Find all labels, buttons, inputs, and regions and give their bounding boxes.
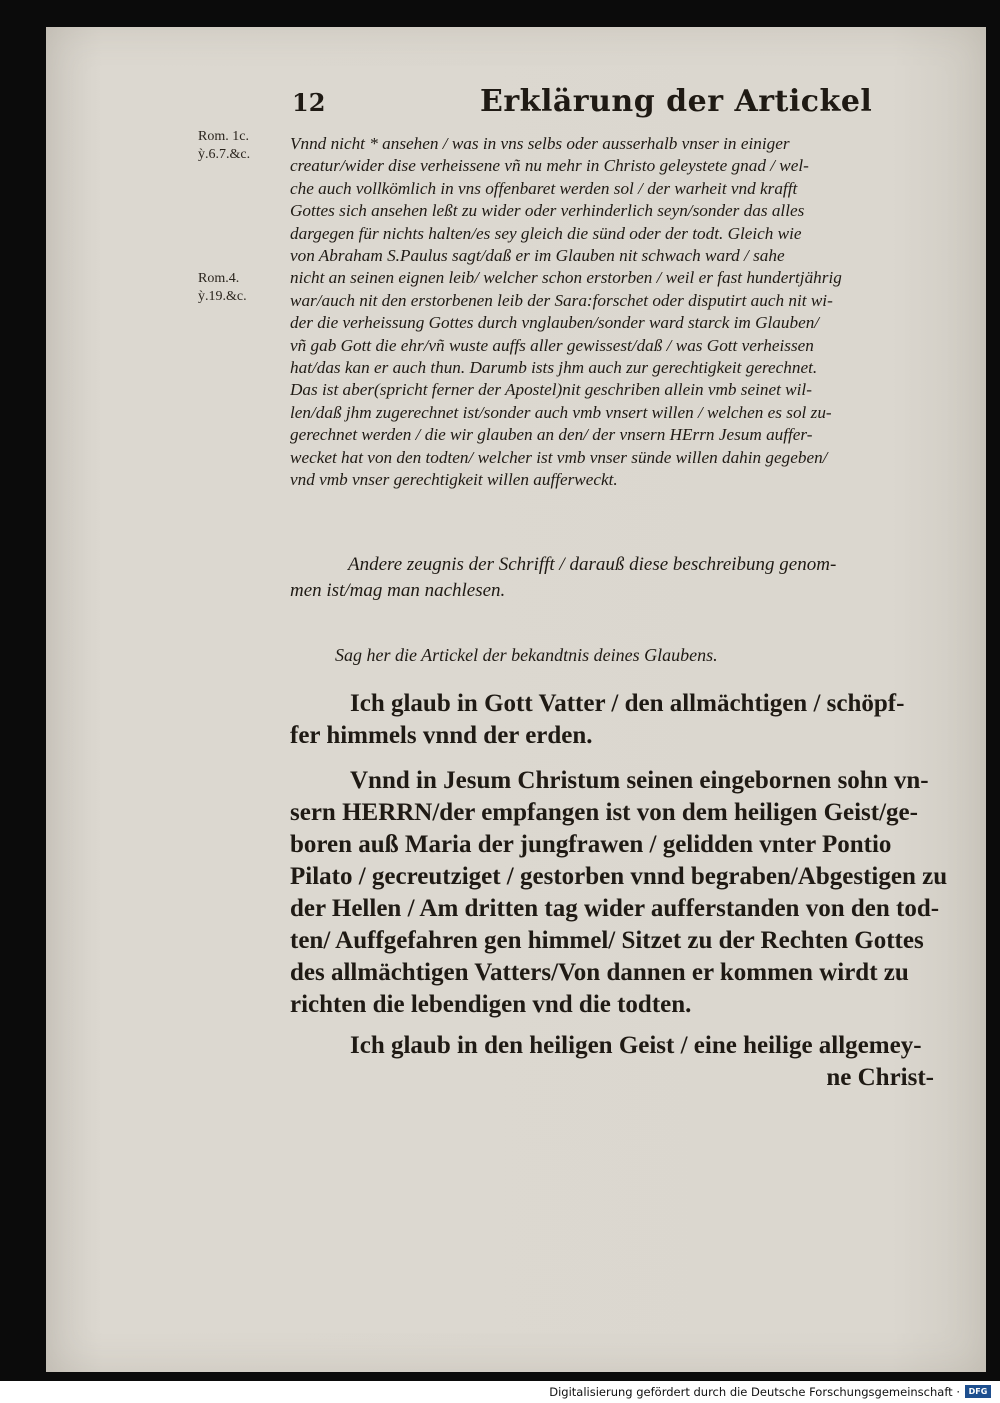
running-title: Erklärung der Artickel [480, 84, 873, 119]
text-line: gerechnet werden / die wir glauben an den/ der vnsern HErrn Jesum auffer- [290, 425, 813, 445]
paragraph-further-testimony [290, 552, 962, 604]
creed-article-3 [290, 1030, 962, 1094]
text-line: fer himmels vnnd der erden. [290, 722, 593, 749]
text-line: nicht an seinen eignen leib/ welcher schon erstorben / weil er fast hundertjährig [290, 268, 842, 288]
text-line: Das ist aber(spricht ferner der Apostel)nit geschriben allein vmb seinet wil- [290, 380, 812, 400]
text-line: boren auß Maria der jungfrawen / gelidden vnter Pontio [290, 831, 892, 858]
text-line: vnd vmb vnser gerechtigkeit willen aufferweckt. [290, 470, 618, 490]
text-line: Andere zeugnis der Schrifft / darauß diese beschreibung genom- [348, 554, 837, 575]
margin-note-line: ỳ.6.7.&c. [198, 147, 251, 162]
margin-note-line: ỳ.19.&c. [198, 289, 247, 304]
margin-note-romans-4 [198, 270, 247, 306]
text-line: vñ gab Gott die ehr/vñ wuste auffs aller gewissest/daß / was Gott verheissen [290, 335, 814, 355]
text-line: war/auch nit den erstorbenen leib der Sara:forschet oder disputirt auch nit wi- [290, 290, 833, 310]
catechism-question: Sag her die Artickel der bekandtnis deines Glaubens. [335, 645, 718, 665]
paragraph-faith-explanation [290, 133, 962, 492]
funding-notice: Digitalisierung gefördert durch die Deutsche Forschungsgemeinschaft · [549, 1385, 960, 1399]
page-header [292, 84, 873, 134]
text-line: ten/ Auffgefahren gen himmel/ Sitzet zu der Rechten Gottes [290, 927, 924, 954]
margin-note-line: Rom. 1c. [198, 129, 249, 144]
text-line: hat/das kan er auch thun. Darumb ists jhm auch zur gerechtigkeit gerechnet. [290, 358, 818, 378]
text-line: len/daß jhm zugerechnet ist/sonder auch vmb vnsert willen / welchen es sol zu- [290, 402, 832, 422]
text-line: che auch vollkömlich in vns offenbaret werden sol / der warheit vnd krafft [290, 178, 798, 198]
text-line: men ist/mag man nachlesen. [290, 580, 506, 601]
dfg-logo-icon: DFG [965, 1385, 991, 1398]
text-line: Ich glaub in den heiligen Geist / eine heilige allgemey- [350, 1032, 922, 1059]
creed-article-2 [290, 765, 962, 1021]
digitization-footer [0, 1383, 1000, 1403]
text-line: des allmächtigen Vatters/Von dannen er kommen wirdt zu [290, 959, 909, 986]
text-line: richten die lebendigen vnd die todten. [290, 991, 692, 1018]
text-line: wecket hat von den todten/ welcher ist vmb vnser sünde willen dahin gegeben/ [290, 447, 828, 467]
text-line: dargegen für nichts halten/es sey gleich die sünd oder der todt. Gleich wie [290, 223, 802, 243]
text-line: Vnnd nicht * ansehen / was in vns selbs oder ausserhalb vnser in einiger [290, 134, 790, 153]
margin-note-romans-10 [198, 128, 250, 164]
text-line: der Hellen / Am dritten tag wider aufferstanden von den tod- [290, 895, 940, 922]
creed-article-1 [290, 688, 962, 752]
text-line: Pilato / gecreutziget / gestorben vnnd begraben/Abgestigen zu [290, 863, 948, 890]
text-line: ne Christ- [826, 1064, 934, 1091]
text-line: Gottes sich ansehen leßt zu wider oder verhinderlich seyn/sonder das alles [290, 201, 805, 221]
text-line: creatur/wider dise verheissene vñ nu mehr in Christo geleystete gnad / wel- [290, 156, 809, 176]
text-line: der die verheissung Gottes durch vnglauben/sonder ward starck im Glauben/ [290, 313, 820, 333]
page-number: 12 [292, 88, 326, 117]
text-line: Ich glaub in Gott Vatter / den allmächtigen / schöpf- [350, 690, 905, 717]
margin-note-line: Rom.4. [198, 271, 240, 286]
text-line: Vnnd in Jesum Christum seinen eingebornen sohn vn- [350, 767, 929, 794]
text-line: sern HERRN/der empfangen ist von dem heiligen Geist/ge- [290, 799, 918, 826]
text-line: von Abraham S.Paulus sagt/daß er im Glauben nit schwach ward / sahe [290, 246, 785, 266]
